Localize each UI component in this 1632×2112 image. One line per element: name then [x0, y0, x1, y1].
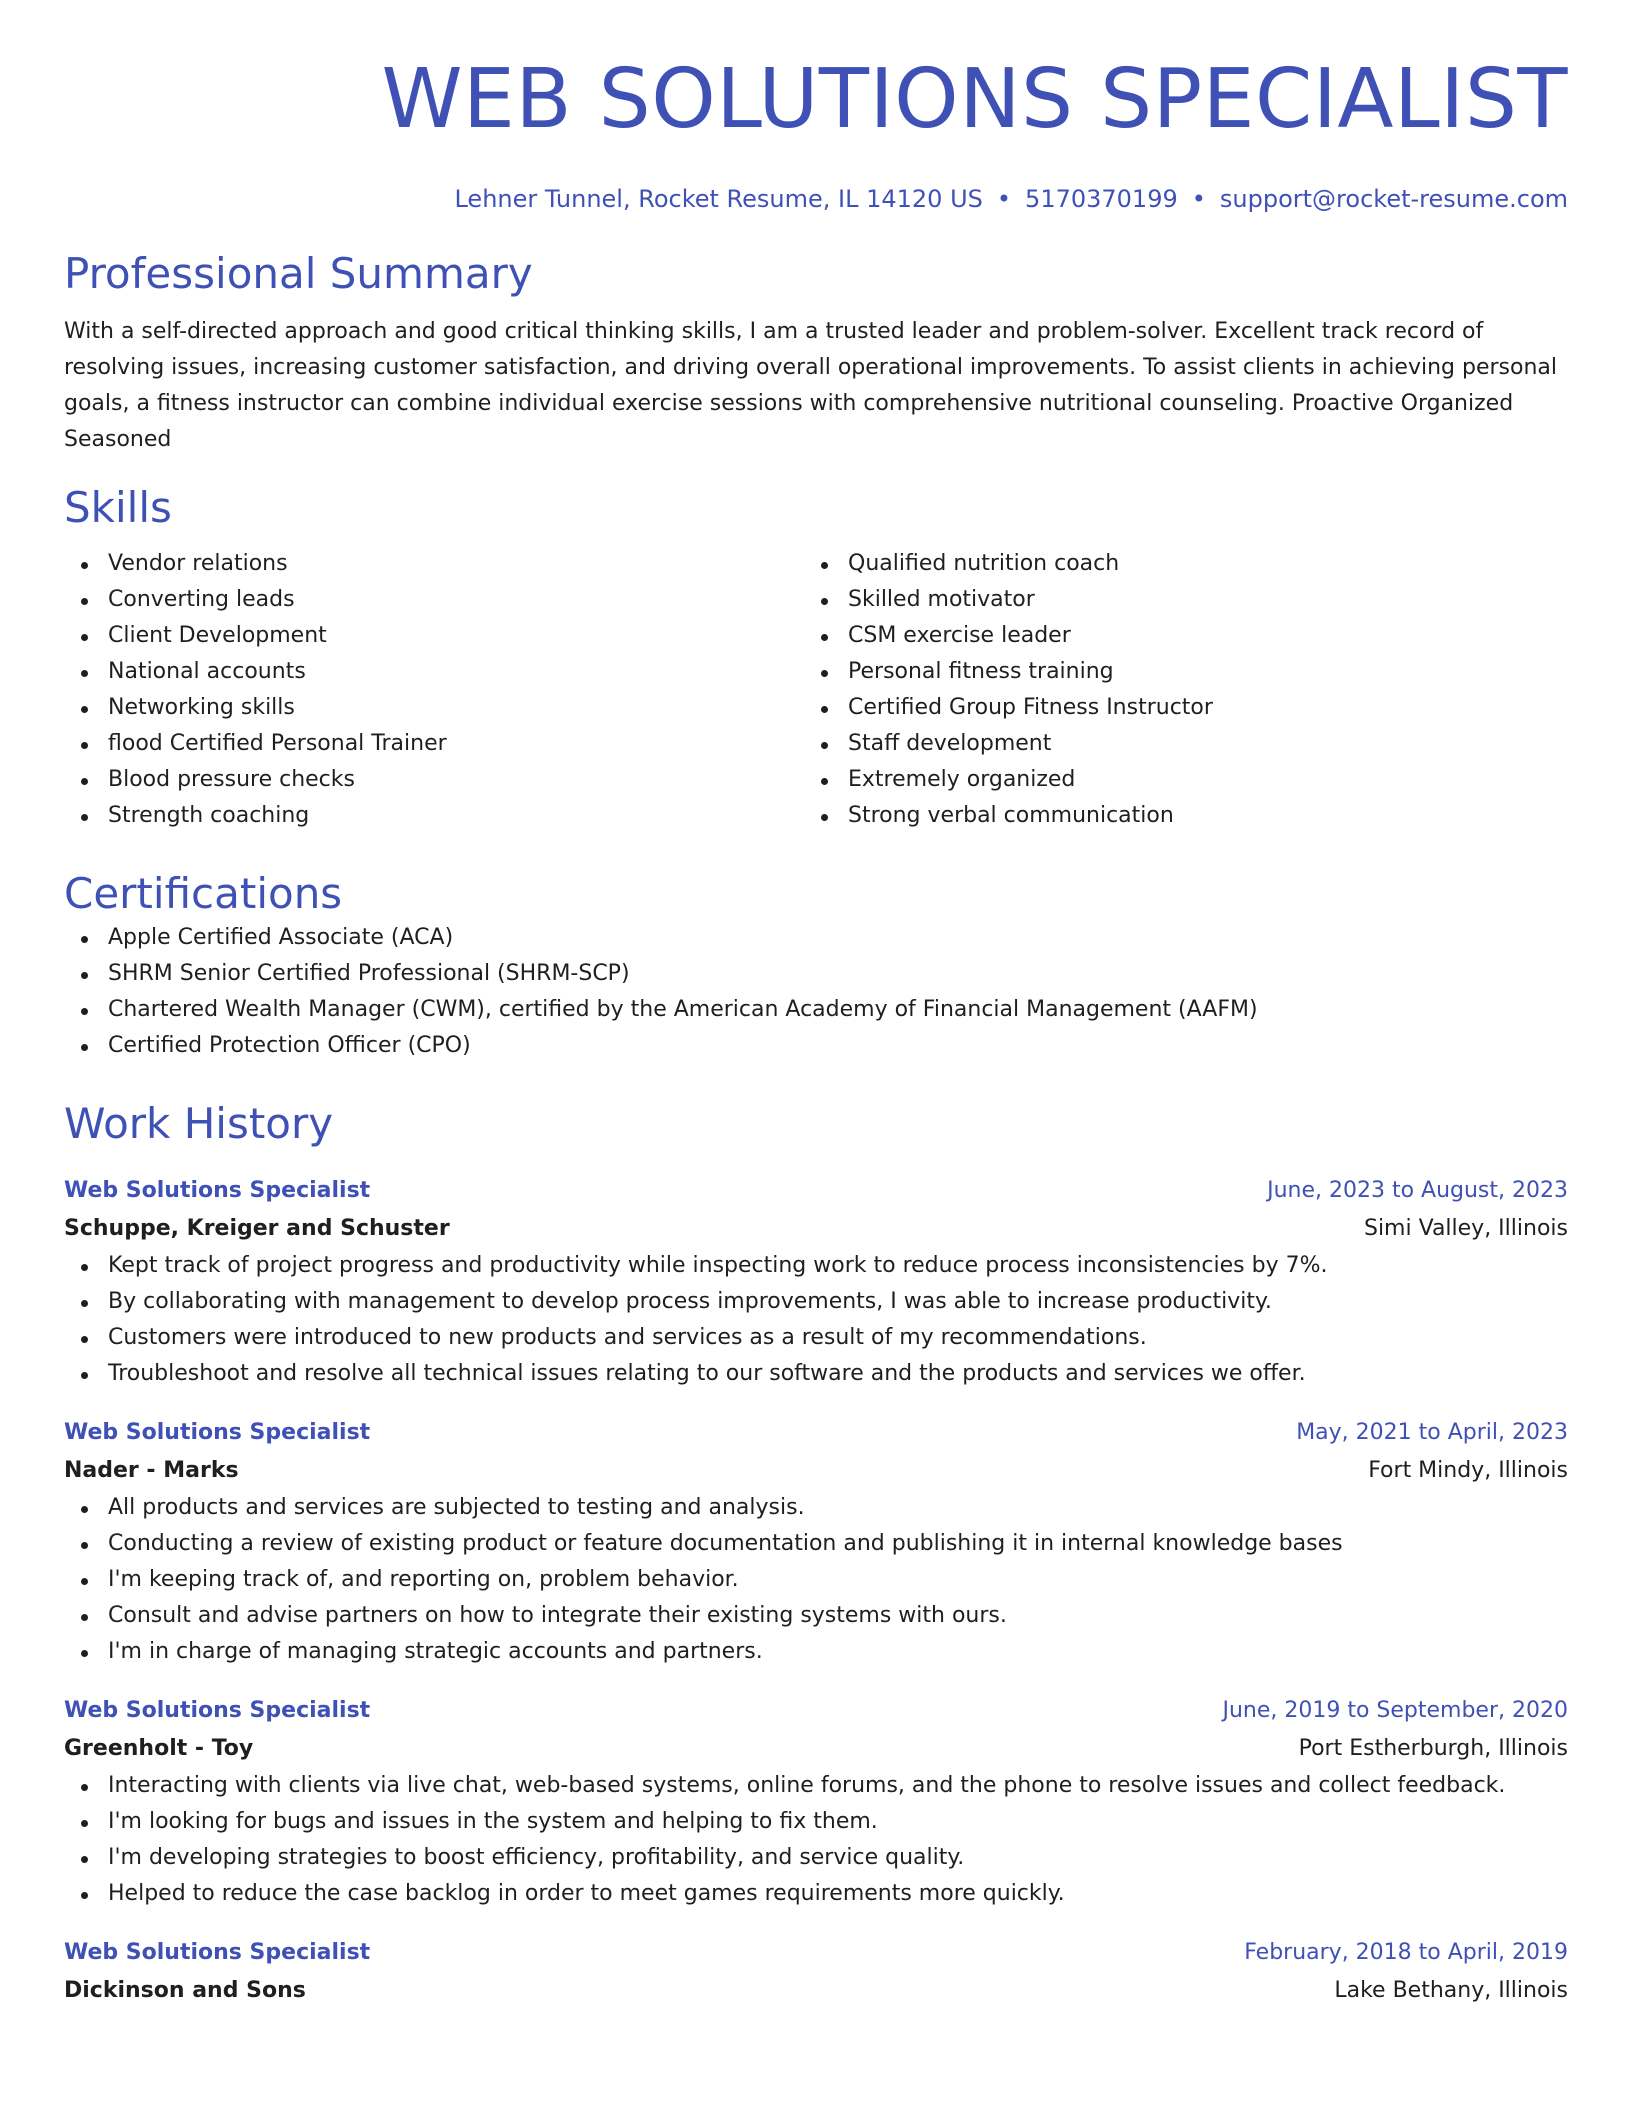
skills-columns — [64, 546, 1568, 834]
job-entry — [64, 1172, 1568, 1392]
skills-heading: Skills — [64, 483, 172, 532]
job-company: Greenholt - Toy — [64, 1736, 254, 1761]
job-bullet: Interacting with clients via live chat, web-based systems, online forums, and the phone to resolve issues and collect feedback. — [64, 1768, 1568, 1804]
skill-item: Extremely organized — [804, 762, 1544, 798]
job-bullet: I'm keeping track of, and reporting on, problem behavior. — [64, 1562, 1568, 1598]
job-dates: June, 2023 to August, 2023 — [1267, 1178, 1568, 1203]
skill-item: Networking skills — [64, 690, 804, 726]
skill-item: Skilled motivator — [804, 582, 1544, 618]
job-location: Port Estherburgh, Illinois — [1298, 1736, 1568, 1761]
summary-heading: Professional Summary — [64, 249, 533, 298]
skill-item: Personal fitness training — [804, 654, 1544, 690]
job-bullet: I'm looking for bugs and issues in the system and helping to fix them. — [64, 1804, 1568, 1840]
certifications-heading: Certifications — [64, 869, 343, 918]
job-location: Simi Valley, Illinois — [1363, 1216, 1568, 1241]
job-title-row — [64, 1414, 1568, 1452]
certifications-list — [64, 920, 1568, 1064]
job-company-row — [64, 1452, 1568, 1490]
skill-item: Qualified nutrition coach — [804, 546, 1544, 582]
job-title-row — [64, 1692, 1568, 1730]
job-dates: May, 2021 to April, 2023 — [1296, 1420, 1568, 1445]
contact-email[interactable]: support@rocket-resume.com — [1219, 185, 1568, 213]
job-bullet: Consult and advise partners on how to integrate their existing systems with ours. — [64, 1598, 1568, 1634]
skill-item: Staff development — [804, 726, 1544, 762]
skill-item: Strength coaching — [64, 798, 804, 834]
job-company: Schuppe, Kreiger and Schuster — [64, 1216, 450, 1241]
certification-item: Chartered Wealth Manager (CWM), certified by the American Academy of Financial Management (AAFM) — [64, 992, 1568, 1028]
skill-item: Strong verbal communication — [804, 798, 1544, 834]
resume-header — [64, 0, 1568, 214]
job-entry — [64, 1934, 1568, 2010]
job-title: Web Solutions Specialist — [64, 1940, 371, 1965]
job-responsibilities — [64, 1768, 1568, 1912]
skill-item: Client Development — [64, 618, 804, 654]
job-dates: February, 2018 to April, 2019 — [1244, 1940, 1568, 1965]
skill-item: Converting leads — [64, 582, 804, 618]
job-location: Lake Bethany, Illinois — [1334, 1978, 1568, 2003]
certification-item: SHRM Senior Certified Professional (SHRM-SCP) — [64, 956, 1568, 992]
job-company-row — [64, 1730, 1568, 1768]
job-dates: June, 2019 to September, 2020 — [1222, 1698, 1568, 1723]
job-title-row — [64, 1934, 1568, 1972]
job-entry — [64, 1414, 1568, 1670]
job-bullet: I'm developing strategies to boost efficiency, profitability, and service quality. — [64, 1840, 1568, 1876]
job-bullet: I'm in charge of managing strategic accounts and partners. — [64, 1634, 1568, 1670]
job-company: Dickinson and Sons — [64, 1978, 306, 2003]
skill-item: CSM exercise leader — [804, 618, 1544, 654]
skill-item: National accounts — [64, 654, 804, 690]
contact-line — [64, 184, 1568, 214]
skills-list-right — [804, 546, 1544, 834]
job-title: Web Solutions Specialist — [64, 1420, 371, 1445]
skill-item: Vendor relations — [64, 546, 804, 582]
certification-item: Certified Protection Officer (CPO) — [64, 1028, 1568, 1064]
job-company-row — [64, 1972, 1568, 2010]
job-location: Fort Mindy, Illinois — [1368, 1458, 1568, 1483]
skills-list-left — [64, 546, 804, 834]
contact-separator: • — [1191, 185, 1206, 213]
job-title: Web Solutions Specialist — [64, 1178, 371, 1203]
job-responsibilities — [64, 1490, 1568, 1670]
job-bullet: By collaborating with management to develop process improvements, I was able to increase productivity. — [64, 1284, 1568, 1320]
job-company: Nader - Marks — [64, 1458, 239, 1483]
skills-column-left — [64, 546, 804, 834]
skills-column-right — [804, 546, 1544, 834]
resume-name: WEB SOLUTIONS SPECIALIST — [381, 52, 1568, 147]
job-bullet: Kept track of project progress and productivity while inspecting work to reduce process inconsistencies by 7%. — [64, 1248, 1568, 1284]
work-history-heading: Work History — [64, 1099, 334, 1148]
job-bullet: All products and services are subjected to testing and analysis. — [64, 1490, 1568, 1526]
job-bullet: Helped to reduce the case backlog in order to meet games requirements more quickly. — [64, 1876, 1568, 1912]
job-bullet: Troubleshoot and resolve all technical issues relating to our software and the products and services we offer. — [64, 1356, 1568, 1392]
skill-item: flood Certified Personal Trainer — [64, 726, 804, 762]
job-company-row — [64, 1210, 1568, 1248]
skill-item: Blood pressure checks — [64, 762, 804, 798]
certification-item: Apple Certified Associate (ACA) — [64, 920, 1568, 956]
job-entry — [64, 1692, 1568, 1912]
job-title: Web Solutions Specialist — [64, 1698, 371, 1723]
contact-phone: 5170370199 — [1025, 185, 1178, 213]
contact-separator: • — [996, 185, 1012, 213]
contact-address: Lehner Tunnel, Rocket Resume, IL 14120 US — [454, 185, 983, 213]
job-responsibilities — [64, 1248, 1568, 1392]
job-bullet: Customers were introduced to new products and services as a result of my recommendations. — [64, 1320, 1568, 1356]
job-bullet: Conducting a review of existing product or feature documentation and publishing it in internal knowledge bases — [64, 1526, 1568, 1562]
skill-item: Certified Group Fitness Instructor — [804, 690, 1544, 726]
summary-text: With a self-directed approach and good critical thinking skills, I am a trusted leader and problem-solver. Excellent track record of resolving issues, increasing customer satisfaction, and driving overall operational improvements. To assist clients in achieving personal goals, a fitness instructor can combine individual exercise sessions with comprehensive nutritional counseling. Proactive Organized Seasoned — [64, 319, 1557, 452]
job-title-row — [64, 1172, 1568, 1210]
